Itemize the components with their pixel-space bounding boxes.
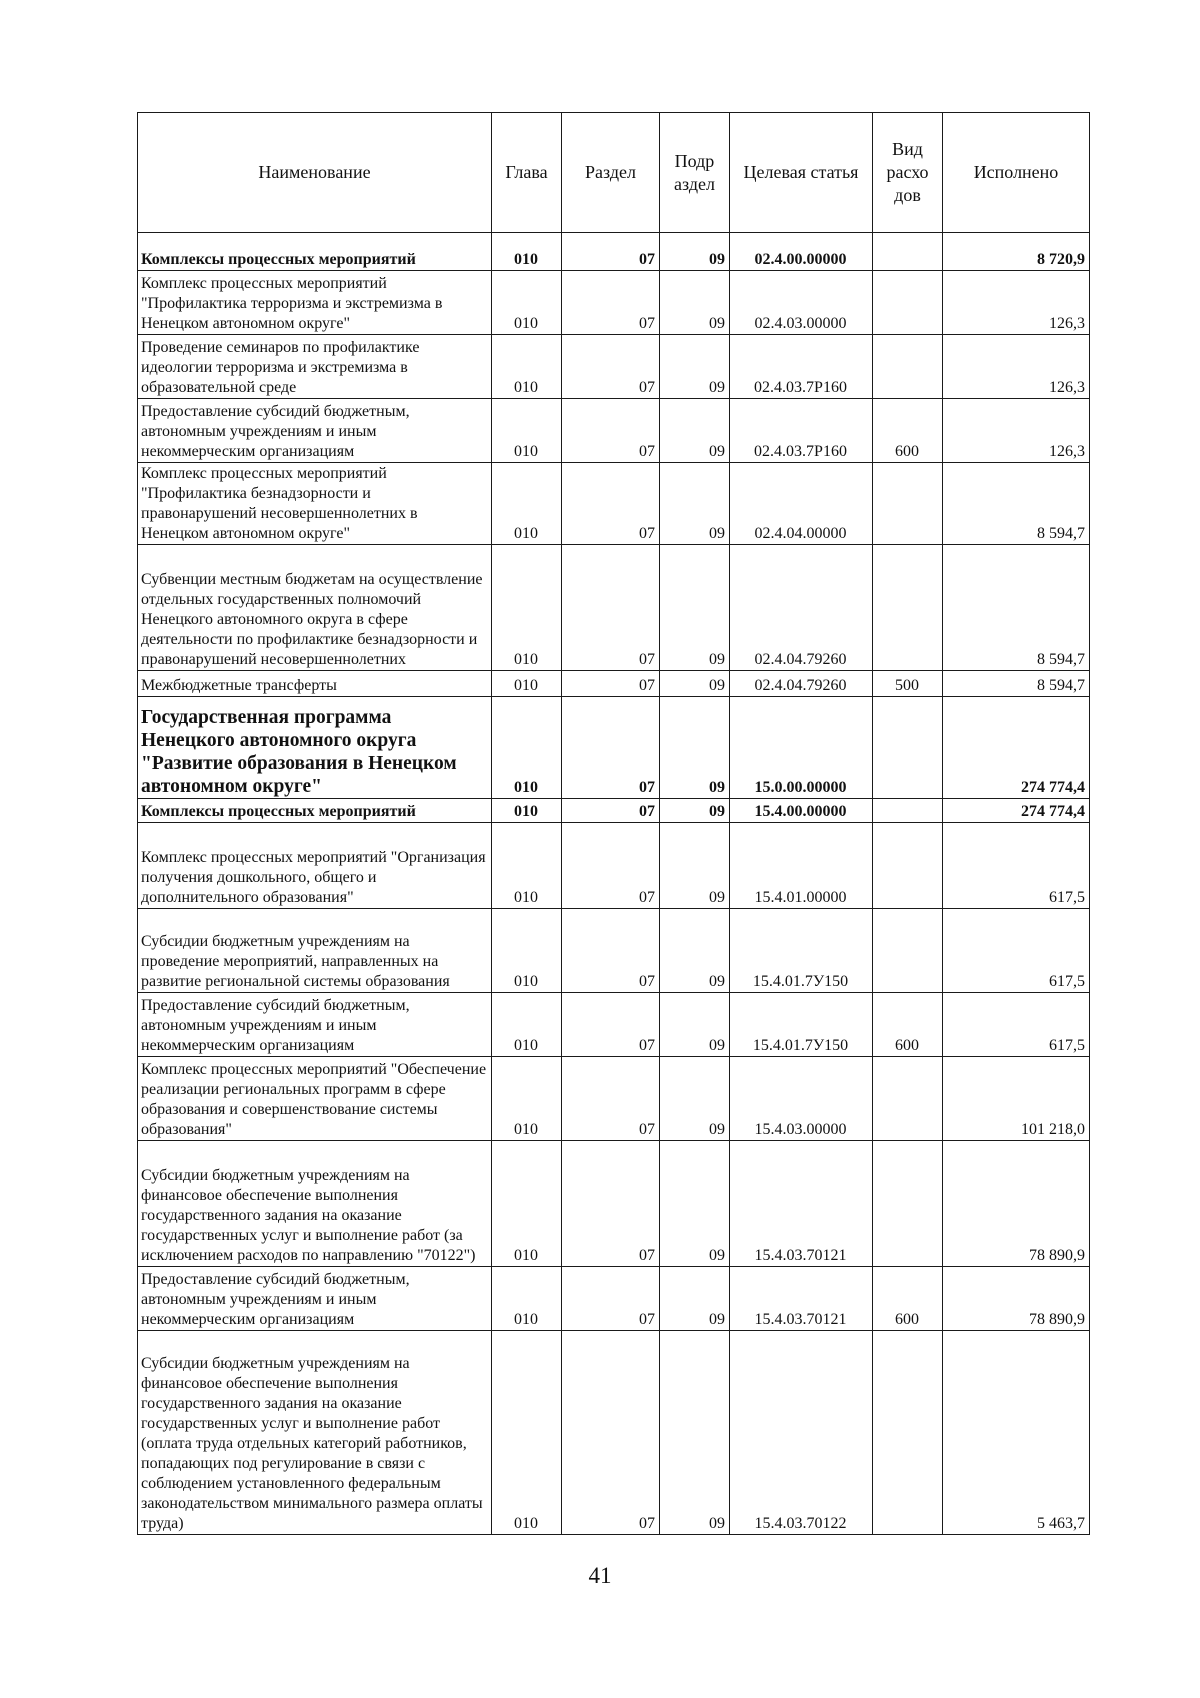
cell-expense-type <box>873 463 943 545</box>
cell-target: 02.4.04.79260 <box>730 671 873 697</box>
table-row <box>138 1141 1090 1267</box>
table-row <box>138 671 1090 697</box>
cell-expense-type <box>873 823 943 909</box>
cell-expense-type <box>873 233 943 271</box>
cell-name: Субсидии бюджетным учреждениям на финансовое обеспечение выполнения государственного задания на оказание государственных услуг и выполнение работ (за исключением расходов по направлению "70122") <box>138 1141 492 1267</box>
cell-executed: 274 774,4 <box>943 799 1090 823</box>
cell-section: 07 <box>562 823 660 909</box>
cell-chapter: 010 <box>492 1141 562 1267</box>
cell-expense-type: 500 <box>873 671 943 697</box>
cell-subsection: 09 <box>660 671 730 697</box>
cell-chapter: 010 <box>492 823 562 909</box>
cell-name: Субсидии бюджетным учреждениям на финансовое обеспечение выполнения государственного задания на оказание государственных услуг и выполнение работ (оплата труда отдельных категорий работников, попадающих под регулирование в связи с соблюдением установленного федеральным законодательством минимального размера оплаты труда) <box>138 1331 492 1535</box>
cell-target: 15.4.01.7У150 <box>730 909 873 993</box>
cell-target: 02.4.03.7Р160 <box>730 399 873 463</box>
table-row <box>138 909 1090 993</box>
cell-section: 07 <box>562 909 660 993</box>
cell-target: 15.4.03.70122 <box>730 1331 873 1535</box>
cell-subsection: 09 <box>660 463 730 545</box>
cell-target: 15.0.00.00000 <box>730 697 873 799</box>
table-row <box>138 271 1090 335</box>
cell-subsection: 09 <box>660 823 730 909</box>
cell-executed: 617,5 <box>943 909 1090 993</box>
cell-chapter: 010 <box>492 335 562 399</box>
cell-subsection: 09 <box>660 799 730 823</box>
cell-name: Комплекс процессных мероприятий "Профилактика безнадзорности и правонарушений несовершеннолетних в Ненецком автономном округе" <box>138 463 492 545</box>
header-subsection: Подр аздел <box>660 113 730 233</box>
cell-section: 07 <box>562 1267 660 1331</box>
cell-chapter: 010 <box>492 799 562 823</box>
cell-chapter: 010 <box>492 909 562 993</box>
cell-chapter: 010 <box>492 1267 562 1331</box>
cell-target: 15.4.03.00000 <box>730 1057 873 1141</box>
cell-expense-type <box>873 697 943 799</box>
table-header-row <box>138 113 1090 233</box>
cell-subsection: 09 <box>660 993 730 1057</box>
cell-subsection: 09 <box>660 335 730 399</box>
cell-expense-type <box>873 799 943 823</box>
cell-section: 07 <box>562 799 660 823</box>
table-row <box>138 233 1090 271</box>
cell-chapter: 010 <box>492 399 562 463</box>
table-row <box>138 463 1090 545</box>
cell-expense-type <box>873 545 943 671</box>
cell-name: Комплекс процессных мероприятий "Организация получения дошкольного, общего и дополнительного образования" <box>138 823 492 909</box>
table-row <box>138 823 1090 909</box>
cell-target: 02.4.03.00000 <box>730 271 873 335</box>
cell-section: 07 <box>562 463 660 545</box>
cell-section: 07 <box>562 545 660 671</box>
cell-target: 15.4.01.7У150 <box>730 993 873 1057</box>
cell-name: Межбюджетные трансферты <box>138 671 492 697</box>
cell-name: Комплексы процессных мероприятий <box>138 799 492 823</box>
cell-name: Государственная программа Ненецкого автономного округа "Развитие образования в Ненецком автономном округе" <box>138 697 492 799</box>
cell-target: 02.4.04.00000 <box>730 463 873 545</box>
table-row <box>138 545 1090 671</box>
cell-target: 15.4.00.00000 <box>730 799 873 823</box>
cell-name: Комплекс процессных мероприятий "Профилактика терроризма и экстремизма в Ненецком автономном округе" <box>138 271 492 335</box>
cell-subsection: 09 <box>660 233 730 271</box>
cell-chapter: 010 <box>492 271 562 335</box>
cell-executed: 8 594,7 <box>943 463 1090 545</box>
header-target: Целевая статья <box>730 113 873 233</box>
cell-name: Предоставление субсидий бюджетным, автономным учреждениям и иным некоммерческим организациям <box>138 993 492 1057</box>
cell-name: Комплекс процессных мероприятий "Обеспечение реализации региональных программ в сфере образования и совершенствование системы образования" <box>138 1057 492 1141</box>
cell-subsection: 09 <box>660 697 730 799</box>
cell-executed: 8 594,7 <box>943 671 1090 697</box>
cell-section: 07 <box>562 697 660 799</box>
cell-chapter: 010 <box>492 545 562 671</box>
cell-executed: 8 594,7 <box>943 545 1090 671</box>
cell-name: Комплексы процессных мероприятий <box>138 233 492 271</box>
cell-executed: 274 774,4 <box>943 697 1090 799</box>
cell-chapter: 010 <box>492 993 562 1057</box>
cell-section: 07 <box>562 1141 660 1267</box>
table-row <box>138 799 1090 823</box>
cell-executed: 5 463,7 <box>943 1331 1090 1535</box>
table-row <box>138 993 1090 1057</box>
header-section: Раздел <box>562 113 660 233</box>
cell-executed: 126,3 <box>943 399 1090 463</box>
header-executed: Исполнено <box>943 113 1090 233</box>
cell-target: 02.4.04.79260 <box>730 545 873 671</box>
cell-name: Предоставление субсидий бюджетным, автономным учреждениям и иным некоммерческим организациям <box>138 399 492 463</box>
cell-section: 07 <box>562 335 660 399</box>
cell-executed: 617,5 <box>943 823 1090 909</box>
cell-section: 07 <box>562 399 660 463</box>
cell-executed: 101 218,0 <box>943 1057 1090 1141</box>
cell-expense-type: 600 <box>873 993 943 1057</box>
cell-chapter: 010 <box>492 1057 562 1141</box>
table-row <box>138 697 1090 799</box>
table-row <box>138 399 1090 463</box>
cell-section: 07 <box>562 993 660 1057</box>
cell-chapter: 010 <box>492 463 562 545</box>
cell-chapter: 010 <box>492 233 562 271</box>
cell-executed: 126,3 <box>943 271 1090 335</box>
cell-section: 07 <box>562 1057 660 1141</box>
cell-expense-type <box>873 909 943 993</box>
cell-name: Субсидии бюджетным учреждениям на проведение мероприятий, направленных на развитие региональной системы образования <box>138 909 492 993</box>
page-number: 41 <box>588 1563 612 1588</box>
cell-target: 02.4.00.00000 <box>730 233 873 271</box>
cell-expense-type: 600 <box>873 399 943 463</box>
cell-executed: 617,5 <box>943 993 1090 1057</box>
cell-name: Предоставление субсидий бюджетным, автономным учреждениям и иным некоммерческим организациям <box>138 1267 492 1331</box>
cell-expense-type <box>873 1141 943 1267</box>
cell-executed: 8 720,9 <box>943 233 1090 271</box>
table-row <box>138 1267 1090 1331</box>
cell-subsection: 09 <box>660 1267 730 1331</box>
cell-expense-type <box>873 271 943 335</box>
cell-section: 07 <box>562 271 660 335</box>
cell-subsection: 09 <box>660 909 730 993</box>
cell-section: 07 <box>562 671 660 697</box>
header-name: Наименование <box>138 113 492 233</box>
header-expense-type: Вид расхо дов <box>873 113 943 233</box>
cell-executed: 78 890,9 <box>943 1141 1090 1267</box>
cell-subsection: 09 <box>660 271 730 335</box>
cell-executed: 78 890,9 <box>943 1267 1090 1331</box>
cell-subsection: 09 <box>660 545 730 671</box>
cell-executed: 126,3 <box>943 335 1090 399</box>
cell-expense-type <box>873 1331 943 1535</box>
cell-expense-type <box>873 1057 943 1141</box>
cell-target: 15.4.03.70121 <box>730 1267 873 1331</box>
cell-target: 02.4.03.7Р160 <box>730 335 873 399</box>
budget-table <box>137 112 1090 1535</box>
cell-section: 07 <box>562 1331 660 1535</box>
cell-expense-type: 600 <box>873 1267 943 1331</box>
cell-expense-type <box>873 335 943 399</box>
table-row <box>138 1057 1090 1141</box>
cell-chapter: 010 <box>492 671 562 697</box>
cell-name: Субвенции местным бюджетам на осуществление отдельных государственных полномочий Ненецкого автономного округа в сфере деятельности по профилактике безнадзорности и правонарушений несовершеннолетних <box>138 545 492 671</box>
cell-section: 07 <box>562 233 660 271</box>
cell-name: Проведение семинаров по профилактике идеологии терроризма и экстремизма в образовательной среде <box>138 335 492 399</box>
cell-chapter: 010 <box>492 1331 562 1535</box>
cell-subsection: 09 <box>660 399 730 463</box>
header-chapter: Глава <box>492 113 562 233</box>
cell-subsection: 09 <box>660 1057 730 1141</box>
cell-target: 15.4.01.00000 <box>730 823 873 909</box>
cell-subsection: 09 <box>660 1141 730 1267</box>
cell-subsection: 09 <box>660 1331 730 1535</box>
cell-chapter: 010 <box>492 697 562 799</box>
cell-target: 15.4.03.70121 <box>730 1141 873 1267</box>
table-row <box>138 1331 1090 1535</box>
table-row <box>138 335 1090 399</box>
